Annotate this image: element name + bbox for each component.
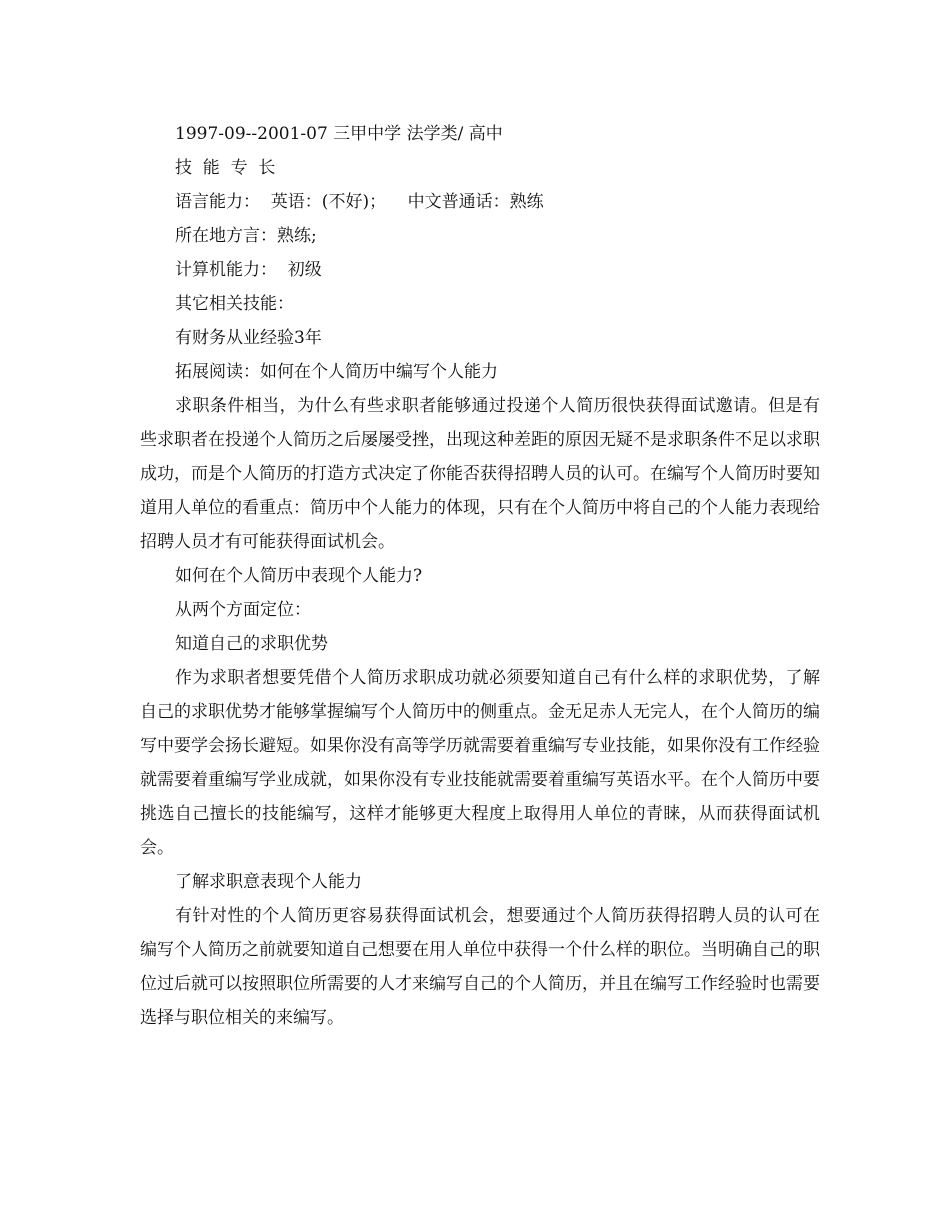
section-heading-how: 如何在个人简历中表现个人能力? (175, 566, 423, 586)
paragraph-intention: 有针对性的个人简历更容易获得面试机会，想要通过个人简历获得招聘人员的认可在编写个人简历之前就要知道自己想要在用人单位中获得一个什么样的职位。当明确自己的职位过后就可以按照职位所需要的人才来编写自己的个人简历，并且在编写工作经验时也需要选择与职位相关的来编写。 (140, 906, 820, 1028)
paragraph-advantage: 作为求职者想要凭借个人简历求职成功就必须要知道自己有什么样的求职优势，了解自己的求职优势才能够掌握编写个人简历中的侧重点。金无足赤人无完人，在个人简历的编写中要学会扬长避短。如果你没有高等学历就需要着重编写专业技能，如果你没有工作经验就需要着重编写学业成就，如果你没有专业技能就需要着重编写英语水平。在个人简历中要挑选自己擅长的技能编写，这样才能够更大程度上取得用人单位的青睐，从而获得面试机会。 (140, 668, 820, 858)
other-skills-line: 其它相关技能： (175, 294, 294, 314)
computer-ability-line: 计算机能力： 初级 (175, 260, 322, 280)
education-line: 1997-09--2001-07 三甲中学 法学类/ 高中 (175, 124, 503, 144)
extended-reading-line: 拓展阅读：如何在个人简历中编写个人能力 (175, 362, 498, 382)
finance-experience-line: 有财务从业经验3年 (175, 328, 322, 348)
document-body (140, 117, 820, 1035)
language-ability-line: 语言能力： 英语：(不好)； 中文普通话：熟练 (175, 192, 544, 212)
section-heading-advantage: 知道自己的求职优势 (175, 634, 328, 654)
section-heading-intention: 了解求职意表现个人能力 (175, 872, 362, 892)
skills-heading: 技 能 专 长 (175, 158, 276, 178)
paragraph-intro: 求职条件相当，为什么有些求职者能够通过投递个人简历很快获得面试邀请。但是有些求职者在投递个人简历之后屡屡受挫，出现这种差距的原因无疑不是求职条件不足以求职成功，而是个人简历的打造方式决定了你能否获得招聘人员的认可。在编写个人简历时要知道用人单位的看重点：简历中个人能力的体现，只有在个人简历中将自己的个人能力表现给招聘人员才有可能获得面试机会。 (140, 396, 820, 552)
section-heading-two-aspects: 从两个方面定位： (175, 600, 311, 620)
dialect-line: 所在地方言：熟练; (175, 226, 317, 246)
